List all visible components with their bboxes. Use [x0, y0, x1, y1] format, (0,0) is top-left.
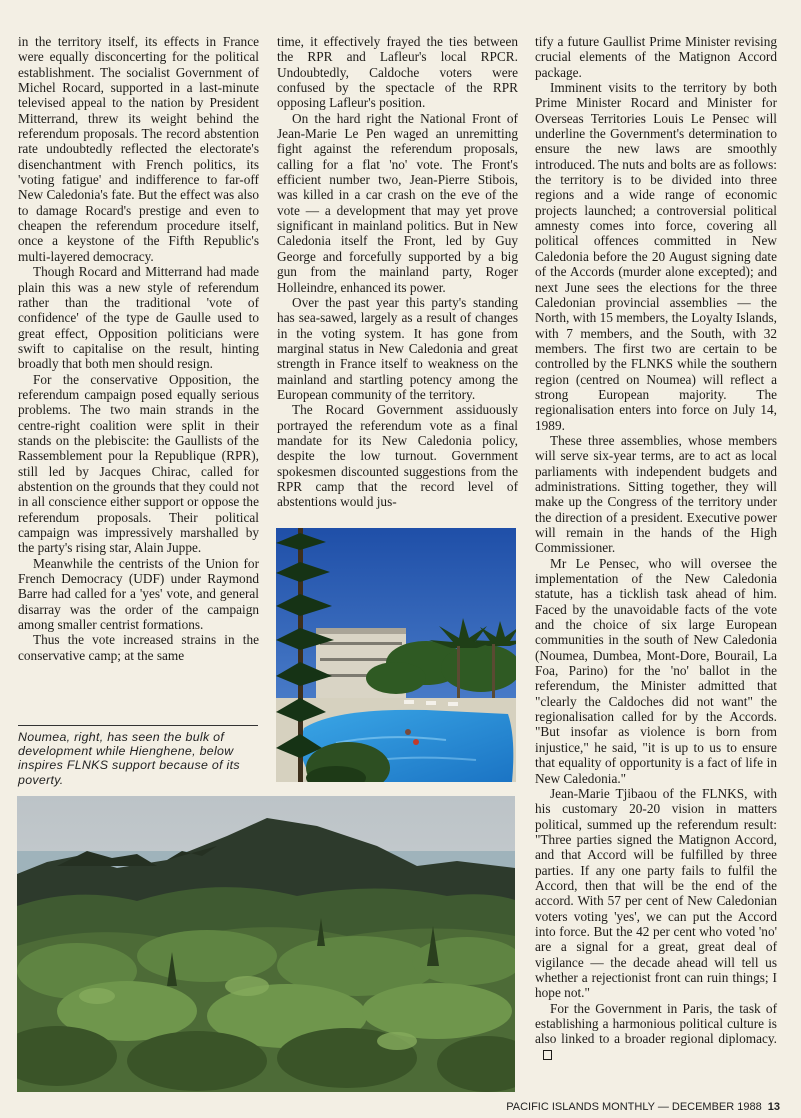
- paragraph: [535, 1001, 777, 1062]
- paragraph: Jean-Marie Tjibaou of the FLNKS, with his customary 20-20 vision in matters political, summed up the referendum result: "Three parties signed the Matignon Accord, and that Accord will be fulfilled by three parties. If any one party fails to fulfil the Accord, then that will be the end of the accord. With 57 per cent of New Caledonian voters voting 'yes', we can put the Accord into force. But the 42 per cent who voted 'no' are a signal for a great, great deal of vigilance — the decade ahead will tell us whether a rejectionist front can ruin things; I hope not.": [535, 785, 777, 1001]
- paragraph: Mr Le Pensec, who will oversee the implementation of the New Caledonia statute, has a ticklish task ahead of him. Faced by the unavoidable facts of the vote and the choice of six large European communities in the south of New Caledonia (Noumea, Dumbea, Mont-Dore, Bourail, La Foa, Parino) for the 'no' ballot in the referendum, the Minister admitted that "clearly the Caldoches did not want" the regionalisation called for by the Accords. "But insofar as violence is born from injustice," he said, "it is up to us to ensure that equality of opportunity is a fact of life in New Caledonia.": [535, 555, 777, 786]
- paragraph: On the hard right the National Front of Jean-Marie Le Pen waged an unremitting fight against the referendum proposals, calling for a flat 'no' vote. The Front's efficient number two, Jean-Pierre Stibois, was killed in a car crash on the eve of the vote — a development that may yet prove significant in mainland politics. But in New Caledonia itself the Front, led by Guy George and forcefully supported by a big gun from the mainland party, Roger Holleindre, enhanced its power.: [277, 110, 518, 295]
- paragraph: The Rocard Government assiduously portrayed the referendum vote as a final mandate for its New Caledonia policy, despite the low turnout. Government spokesmen discounted suggestions from the RPR camp that the record level of abstentions would jus-: [277, 402, 518, 510]
- paragraph: Imminent visits to the territory by both Prime Minister Rocard and Minister for Overseas Territories Louis Le Pensec will underline the Government's determination to ensure the new laws are smoothly introduced. The nuts and bolts are as follows: the territory is to be divided into three regions and a wide range of economic projects launched; a controversial political amnesty comes into force, covering all political offences committed in New Caledonia before the 20 August signing date of the Accords (murder alone excepted); and next June sees the elections for the three Caledonian provincial assemblies — the North, with 15 members, the Loyalty Islands, with 7 members, and the South, with 32 members. The first two are certain to be controlled by the FLNKS while the southern region (centred on Noumea) will reflect a strong European majority. The regionalisation enters into force on July 14, 1989.: [535, 80, 778, 433]
- publication-name: PACIFIC ISLANDS MONTHLY — DECEMBER 1988: [506, 1101, 762, 1113]
- page-footer: [500, 1101, 780, 1113]
- article-column-1: [18, 34, 259, 663]
- paragraph: time, it effectively frayed the ties between the RPR and Lafleur's local RPCR. Undoubtedly, Caldoche voters were confused by the spectacle of the RPR opposing Lafleur's position.: [277, 34, 518, 111]
- paragraph: in the territory itself, its effects in France were equally disconcerting for the political establishment. The socialist Government of Michel Rocard, supported in a last-minute televised appeal to the nation by President Mitterrand, threw its weight behind the referendum proposals. The record abstention rate undoubtedly reflected the electorate's disenchantment with French politics, its 'voting fatigue' and indifference to far-off New Caledonia's fate. But the effect was also to damage Rocard's prestige and even to cheapen the referendum procedure itself, once a keystone of the Fifth Republic's multi-layered democracy.: [18, 34, 259, 264]
- hienghene-landscape-photo: [17, 796, 515, 1092]
- page-number: 13: [767, 1101, 780, 1113]
- end-of-article-mark: [543, 1050, 552, 1060]
- paragraph: Though Rocard and Mitterrand had made plain this was a new style of referendum rather than the traditional 'vote of confidence' of the type de Gaulle used to great effect, Opposition politicians were swift to capitalise on the result, hinting broadly that both men should resign.: [18, 264, 259, 372]
- noumea-hotel-pool-photo: [276, 528, 516, 782]
- article-column-3: [535, 34, 777, 1062]
- paragraph: For the conservative Opposition, the referendum campaign posed equally serious problems. The two main strands in the centre-right coalition were split in their stands on the plebiscite: the Gaullists of the Rassemblement pour la Republique (RPR), still led by Jacques Chirac, called for abstention on the grounds that they could not in all conscience either support or oppose the referendum proposals. Their political campaign was impressively marshalled by the party's rising star, Alain Juppe.: [18, 371, 259, 556]
- paragraph-text: For the Government in Paris, the task of establishing a harmonious political culture is also linked to a broader regional diplomacy.: [535, 1000, 777, 1047]
- article-column-2: [277, 34, 518, 510]
- paragraph: Thus the vote increased strains in the conservative camp; at the same: [18, 632, 259, 663]
- paragraph: Over the past year this party's standing has sea-sawed, largely as a result of changes in the voting system. It has gone from marginal status in New Caledonia and great strength in France itself to weakness on the mainland and startling potency among the European community of the territory.: [277, 294, 518, 402]
- photo-caption: Noumea, right, has seen the bulk of development while Hienghene, below inspires FLNKS support because of its poverty.: [18, 725, 258, 787]
- paragraph: tify a future Gaullist Prime Minister revising crucial elements of the Matignon Accord package.: [535, 34, 777, 80]
- paragraph: These three assemblies, whose members will serve six-year terms, are to act as local parliaments with independent budgets and administrations. Sitting together, they will make up the Congress of the territory under the direction of a president. Executive power will remain in the hands of the High Commissioner.: [535, 432, 777, 556]
- paragraph: Meanwhile the centrists of the Union for French Democracy (UDF) under Raymond Barre had called for a 'yes' vote, and general disarray was the order of the campaign among smaller centrist formations.: [18, 555, 259, 633]
